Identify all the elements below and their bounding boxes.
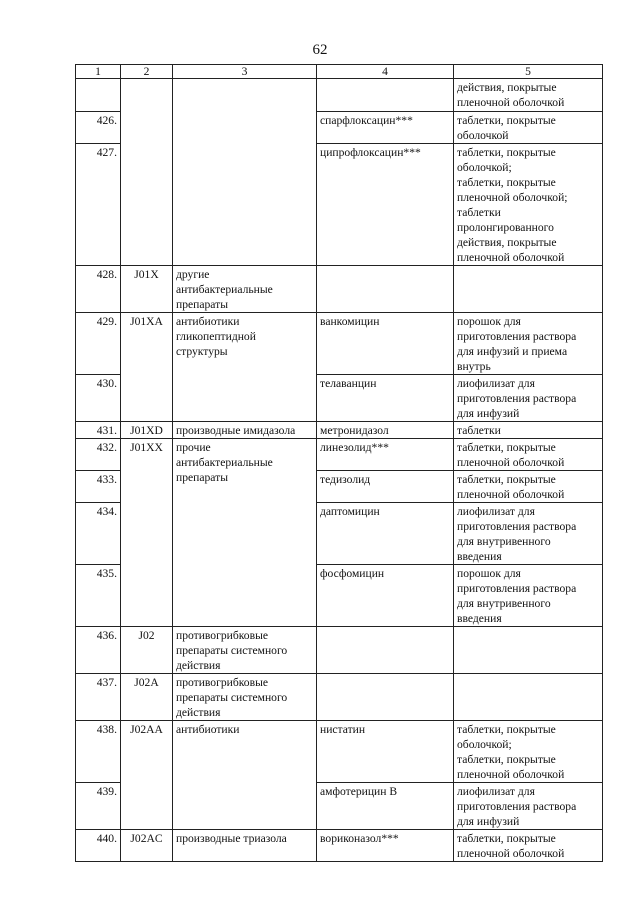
row-number: 440. [76,830,121,862]
group-name: производные триазола [173,830,317,862]
header-col-5: 5 [454,65,603,79]
row-number: 437. [76,674,121,721]
table-row [76,422,603,439]
table-row [76,830,603,862]
row-number: 438. [76,721,121,783]
drug-name: нистатин [317,721,454,783]
dosage-form: порошок для приготовления раствора для инфузий и приема внутрь [454,313,603,375]
group-name: производные имидазола [173,422,317,439]
drug-table [75,64,603,862]
header-col-4: 4 [317,65,454,79]
dosage-form: таблетки, покрытые оболочкой; таблетки, покрытые пленочной оболочкой [454,721,603,783]
dosage-form: таблетки, покрытые пленочной оболочкой [454,830,603,862]
dosage-form: действия, покрытые пленочной оболочкой [454,79,603,112]
table-row [76,266,603,313]
drug-name: спарфлоксацин*** [317,112,454,144]
drug-name: тедизолид [317,471,454,503]
group-name: антибиотики [173,721,317,830]
atc-code: J02AA [121,721,173,830]
row-number: 436. [76,627,121,674]
table-row [76,721,603,783]
row-number: 431. [76,422,121,439]
dosage-form: лиофилизат для приготовления раствора для инфузий [454,375,603,422]
row-number: 429. [76,313,121,375]
drug-name [317,266,454,313]
drug-name: линезолид*** [317,439,454,471]
row-number [76,79,121,112]
dosage-form [454,266,603,313]
row-number: 427. [76,144,121,266]
drug-name: даптомицин [317,503,454,565]
drug-name: ванкомицин [317,313,454,375]
drug-name [317,674,454,721]
dosage-form [454,674,603,721]
atc-code: J02A [121,674,173,721]
drug-name [317,79,454,112]
drug-name: фосфомицин [317,565,454,627]
group-name: противогрибковые препараты системного действия [173,627,317,674]
atc-code: J01XX [121,439,173,627]
drug-name [317,627,454,674]
drug-name: вориконазол*** [317,830,454,862]
dosage-form: таблетки, покрытые оболочкой [454,112,603,144]
table-row [76,674,603,721]
dosage-form: лиофилизат для приготовления раствора для инфузий [454,783,603,830]
group-name [173,79,317,266]
page-number: 62 [312,42,328,58]
dosage-form: таблетки, покрытые пленочной оболочкой [454,471,603,503]
table-row [76,313,603,375]
header-col-1: 1 [76,65,121,79]
dosage-form: таблетки, покрытые пленочной оболочкой [454,439,603,471]
row-number: 433. [76,471,121,503]
atc-code: J01XA [121,313,173,422]
atc-code: J01X [121,266,173,313]
header-col-3: 3 [173,65,317,79]
atc-code: J01XD [121,422,173,439]
table-row [76,439,603,471]
group-name: антибиотики гликопептидной структуры [173,313,317,422]
atc-code [121,79,173,266]
dosage-form [454,627,603,674]
atc-code: J02AC [121,830,173,862]
dosage-form: лиофилизат для приготовления раствора для внутривенного введения [454,503,603,565]
table-row [76,79,603,112]
table-row [76,627,603,674]
row-number: 434. [76,503,121,565]
group-name: противогрибковые препараты системного действия [173,674,317,721]
group-name: другие антибактериальные препараты [173,266,317,313]
atc-code: J02 [121,627,173,674]
row-number: 435. [76,565,121,627]
drug-name: ципрофлоксацин*** [317,144,454,266]
row-number: 428. [76,266,121,313]
dosage-form: таблетки, покрытые оболочкой; таблетки, покрытые пленочной оболочкой; таблетки пролонгированного действия, покрытые пленочной оболочкой [454,144,603,266]
row-number: 432. [76,439,121,471]
header-col-2: 2 [121,65,173,79]
group-name: прочие антибактериальные препараты [173,439,317,627]
row-number: 430. [76,375,121,422]
dosage-form: таблетки [454,422,603,439]
drug-name: амфотерицин B [317,783,454,830]
drug-name: телаванцин [317,375,454,422]
header-row [76,65,603,79]
row-number: 439. [76,783,121,830]
dosage-form: порошок для приготовления раствора для внутривенного введения [454,565,603,627]
row-number: 426. [76,112,121,144]
drug-name: метронидазол [317,422,454,439]
